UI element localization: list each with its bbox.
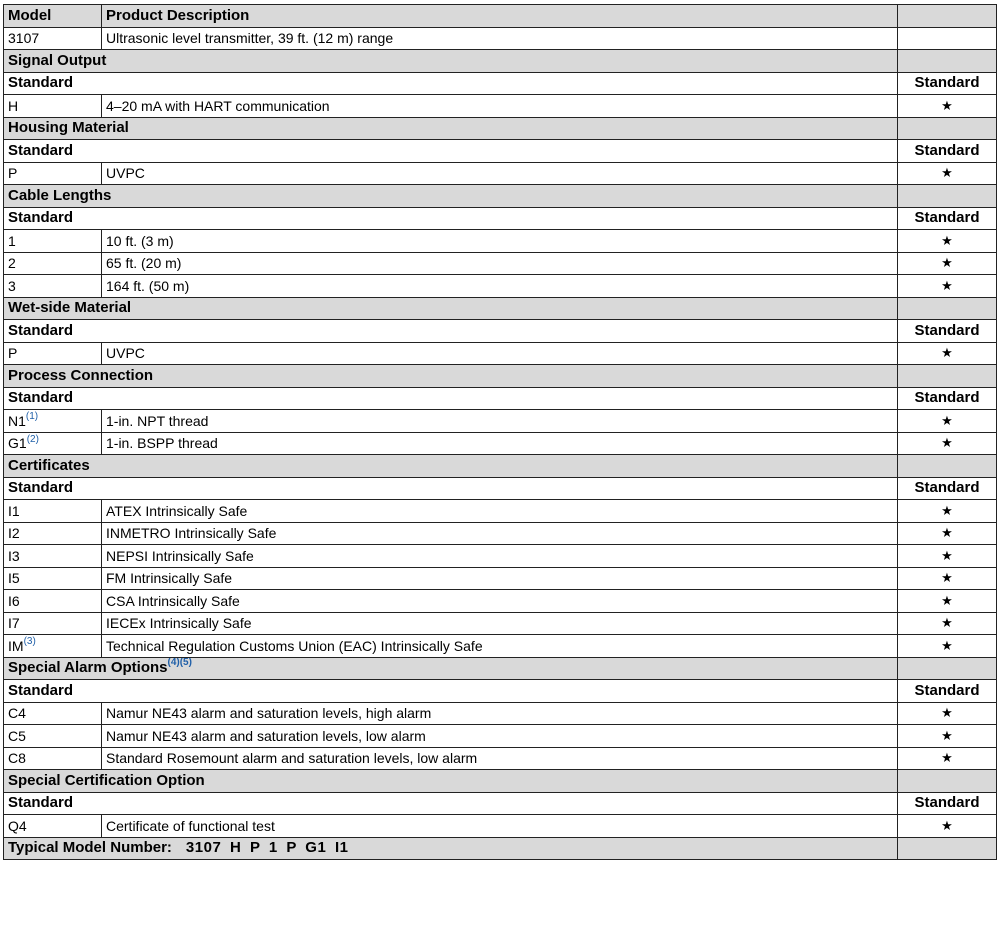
standard-column-label: Standard xyxy=(898,387,997,410)
option-code-cell xyxy=(4,635,102,658)
section-title-cell xyxy=(4,50,898,73)
option-code: 3 xyxy=(8,277,16,294)
option-row xyxy=(4,612,997,635)
option-code: 2 xyxy=(8,255,16,272)
typical-blank xyxy=(898,837,997,860)
option-code: I6 xyxy=(8,592,20,609)
section-title: Special Certification Option xyxy=(8,771,205,789)
ordering-table-container xyxy=(3,4,996,860)
typical-model-row xyxy=(4,837,997,860)
standard-row xyxy=(4,320,997,343)
option-code: N1 xyxy=(8,412,26,429)
section-title-blank xyxy=(898,455,997,478)
option-code-cell xyxy=(4,410,102,433)
standard-column-label: Standard xyxy=(898,320,997,343)
option-code: I1 xyxy=(8,502,20,519)
option-code-cell xyxy=(4,252,102,275)
option-code: Q4 xyxy=(8,817,27,834)
section-title-cell xyxy=(4,455,898,478)
typical-model-label: Typical Model Number: xyxy=(8,839,172,857)
option-description: Technical Regulation Customs Union (EAC) Intrinsically Safe xyxy=(102,635,898,658)
section-title-row xyxy=(4,455,997,478)
option-code-cell xyxy=(4,815,102,838)
option-description: 1-in. BSPP thread xyxy=(102,432,898,455)
option-code-cell xyxy=(4,95,102,118)
standard-row xyxy=(4,207,997,230)
option-code-cell xyxy=(4,342,102,365)
section-title-cell xyxy=(4,185,898,208)
standard-column-label: Standard xyxy=(898,680,997,703)
option-code-cell xyxy=(4,590,102,613)
option-code-cell xyxy=(4,275,102,298)
option-code-cell xyxy=(4,500,102,523)
standard-star-icon: ★ xyxy=(898,725,997,748)
section-title: Wet-side Material xyxy=(8,299,132,317)
option-code: C8 xyxy=(8,750,26,767)
standard-star-icon: ★ xyxy=(898,702,997,725)
model-description: Ultrasonic level transmitter, 39 ft. (12 m) range xyxy=(102,27,898,50)
option-code-cell xyxy=(4,725,102,748)
section-title: Special Alarm Options xyxy=(8,659,168,677)
header-blank xyxy=(898,5,997,28)
option-code: IM xyxy=(8,637,24,654)
option-description: CSA Intrinsically Safe xyxy=(102,590,898,613)
section-title: Process Connection xyxy=(8,366,154,384)
option-description: INMETRO Intrinsically Safe xyxy=(102,522,898,545)
standard-star-icon: ★ xyxy=(898,612,997,635)
option-code: C4 xyxy=(8,705,26,722)
standard-star-icon: ★ xyxy=(898,432,997,455)
standard-star-icon: ★ xyxy=(898,275,997,298)
section-title-blank xyxy=(898,365,997,388)
option-row xyxy=(4,410,997,433)
option-code-cell xyxy=(4,522,102,545)
footnote-ref: (1) xyxy=(25,411,39,423)
standard-row xyxy=(4,680,997,703)
standard-label: Standard xyxy=(4,387,898,410)
standard-column-label: Standard xyxy=(898,140,997,163)
standard-label: Standard xyxy=(4,140,898,163)
option-description: IECEx Intrinsically Safe xyxy=(102,612,898,635)
option-description: 164 ft. (50 m) xyxy=(102,275,898,298)
standard-star-icon: ★ xyxy=(898,522,997,545)
option-code: H xyxy=(8,97,19,114)
option-code-cell xyxy=(4,612,102,635)
standard-star-icon: ★ xyxy=(898,545,997,568)
option-row xyxy=(4,522,997,545)
option-code-cell xyxy=(4,702,102,725)
option-code-cell xyxy=(4,545,102,568)
section-title-row xyxy=(4,50,997,73)
option-description: 4–20 mA with HART communication xyxy=(102,95,898,118)
section-title: Signal Output xyxy=(8,51,107,69)
option-row xyxy=(4,567,997,590)
option-code: P xyxy=(8,345,18,362)
section-title-row xyxy=(4,185,997,208)
option-row xyxy=(4,545,997,568)
standard-star-icon: ★ xyxy=(898,342,997,365)
typical-model-number: 3107 H P 1 P G1 I1 xyxy=(185,839,349,857)
option-description: 10 ft. (3 m) xyxy=(102,230,898,253)
section-title-cell xyxy=(4,117,898,140)
option-row xyxy=(4,815,997,838)
option-row xyxy=(4,635,997,658)
option-row xyxy=(4,725,997,748)
option-description: Namur NE43 alarm and saturation levels, low alarm xyxy=(102,725,898,748)
option-description: 1-in. NPT thread xyxy=(102,410,898,433)
standard-star-icon: ★ xyxy=(898,590,997,613)
option-code: I3 xyxy=(8,547,20,564)
option-row xyxy=(4,747,997,770)
option-code-cell xyxy=(4,230,102,253)
section-title-row xyxy=(4,297,997,320)
option-row xyxy=(4,162,997,185)
footnote-ref: (2) xyxy=(26,433,39,445)
option-row xyxy=(4,95,997,118)
section-title: Cable Lengths xyxy=(8,186,112,204)
section-title: Certificates xyxy=(8,456,90,474)
standard-star-icon: ★ xyxy=(898,567,997,590)
standard-star-icon: ★ xyxy=(898,95,997,118)
model-blank xyxy=(898,27,997,50)
option-description: ATEX Intrinsically Safe xyxy=(102,500,898,523)
standard-column-label: Standard xyxy=(898,477,997,500)
option-description: Standard Rosemount alarm and saturation levels, low alarm xyxy=(102,747,898,770)
standard-star-icon: ★ xyxy=(898,252,997,275)
option-code: P xyxy=(8,165,18,182)
option-row xyxy=(4,500,997,523)
option-code: I7 xyxy=(8,615,20,632)
standard-row xyxy=(4,477,997,500)
standard-row xyxy=(4,387,997,410)
standard-star-icon: ★ xyxy=(898,747,997,770)
standard-star-icon: ★ xyxy=(898,410,997,433)
standard-star-icon: ★ xyxy=(898,635,997,658)
standard-label: Standard xyxy=(4,477,898,500)
section-title-blank xyxy=(898,185,997,208)
standard-star-icon: ★ xyxy=(898,162,997,185)
option-description: UVPC xyxy=(102,162,898,185)
header-model: Model xyxy=(4,5,102,28)
section-title-row xyxy=(4,770,997,793)
section-title-cell xyxy=(4,770,898,793)
section-title-cell xyxy=(4,657,898,680)
section-title-blank xyxy=(898,657,997,680)
option-row xyxy=(4,590,997,613)
standard-row xyxy=(4,792,997,815)
standard-label: Standard xyxy=(4,207,898,230)
standard-column-label: Standard xyxy=(898,207,997,230)
section-title-blank xyxy=(898,297,997,320)
standard-label: Standard xyxy=(4,72,898,95)
section-title-blank xyxy=(898,117,997,140)
header-row xyxy=(4,5,997,28)
header-description: Product Description xyxy=(102,5,898,28)
standard-row xyxy=(4,72,997,95)
option-code-cell xyxy=(4,567,102,590)
option-code-cell xyxy=(4,747,102,770)
option-description: UVPC xyxy=(102,342,898,365)
option-code-cell xyxy=(4,432,102,455)
model-row xyxy=(4,27,997,50)
option-code: G1 xyxy=(8,435,27,452)
standard-column-label: Standard xyxy=(898,792,997,815)
section-title-cell xyxy=(4,365,898,388)
section-title-row xyxy=(4,365,997,388)
section-title: Housing Material xyxy=(8,119,129,137)
option-code: I5 xyxy=(8,570,20,587)
model-code: 3107 xyxy=(4,27,102,50)
option-row xyxy=(4,230,997,253)
option-row xyxy=(4,702,997,725)
option-row xyxy=(4,342,997,365)
footnote-ref: (3) xyxy=(23,636,36,648)
option-description: NEPSI Intrinsically Safe xyxy=(102,545,898,568)
section-title-blank xyxy=(898,770,997,793)
standard-star-icon: ★ xyxy=(898,230,997,253)
section-title-footnote: (4)(5) xyxy=(167,657,192,669)
option-description: Namur NE43 alarm and saturation levels, high alarm xyxy=(102,702,898,725)
ordering-table xyxy=(3,4,997,860)
standard-star-icon: ★ xyxy=(898,500,997,523)
option-row xyxy=(4,275,997,298)
option-code: C5 xyxy=(8,727,26,744)
typical-model-cell xyxy=(4,837,898,860)
section-title-blank xyxy=(898,50,997,73)
option-description: 65 ft. (20 m) xyxy=(102,252,898,275)
standard-column-label: Standard xyxy=(898,72,997,95)
option-code: I2 xyxy=(8,525,20,542)
standard-label: Standard xyxy=(4,792,898,815)
option-description: FM Intrinsically Safe xyxy=(102,567,898,590)
standard-label: Standard xyxy=(4,320,898,343)
section-title-row xyxy=(4,117,997,140)
sections-body xyxy=(4,50,997,838)
section-title-cell xyxy=(4,297,898,320)
option-code: 1 xyxy=(8,232,16,249)
option-row xyxy=(4,432,997,455)
standard-row xyxy=(4,140,997,163)
option-row xyxy=(4,252,997,275)
option-code-cell xyxy=(4,162,102,185)
standard-star-icon: ★ xyxy=(898,815,997,838)
standard-label: Standard xyxy=(4,680,898,703)
option-description: Certificate of functional test xyxy=(102,815,898,838)
section-title-row xyxy=(4,657,997,680)
